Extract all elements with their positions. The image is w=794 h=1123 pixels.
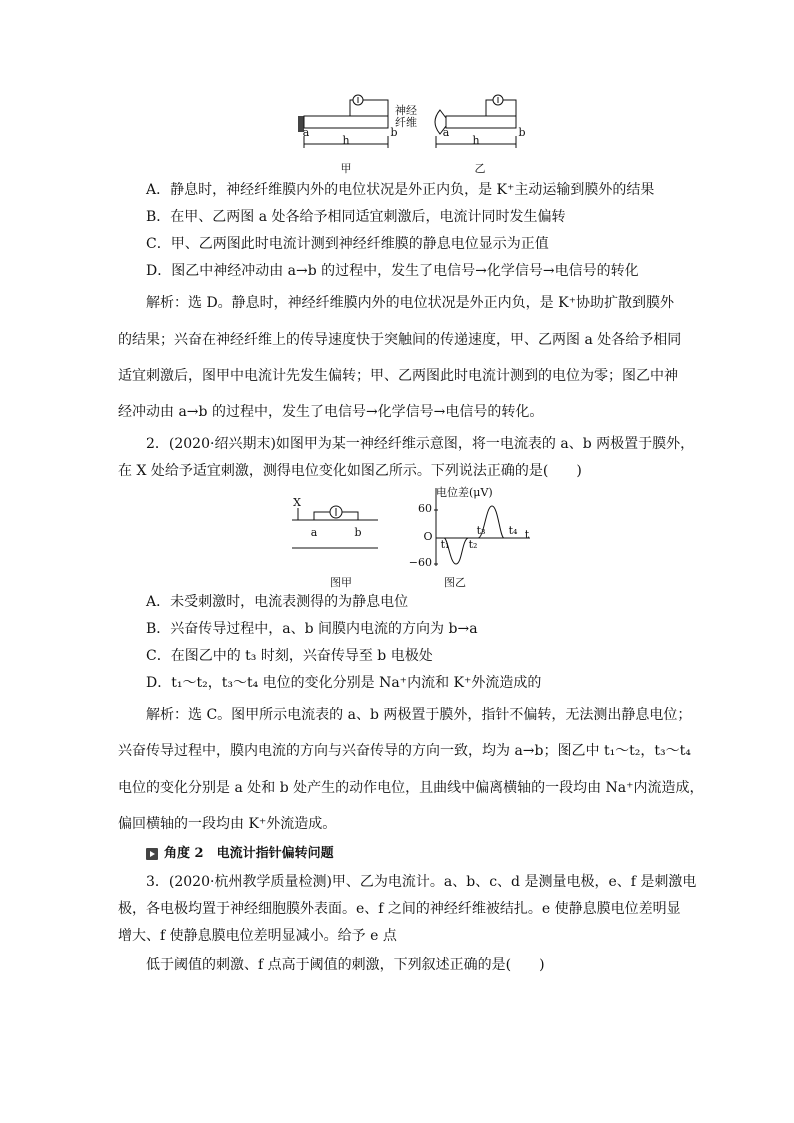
q2-fig-origin: O [423,530,433,543]
q2-fig-x: X [293,496,301,509]
fig1-label-h-yi: h [472,134,480,147]
figure-nerve-fibers [290,92,530,182]
fig1-fiber-label-1: 神经 [395,104,417,117]
q2-stem-line-1: 2．(2020·绍兴期末)如图甲为某一神经纤维示意图，将一电流表的 a、b 两极置于膜外， [146,436,695,452]
fiber-jia [304,116,388,128]
q2-fig-xlabel: t [524,528,530,541]
q2-fig-tick-neg: −60 [408,556,432,569]
q2-fig-t4: t₄ [508,524,518,537]
fig1-label-a-jia: a [302,126,310,139]
q2-stem-line-2: 在 X 处给予适宜刺激，测得电位变化如图乙所示。下列说法正确的是( ) [118,463,582,479]
q2-fig-jia-label: 图甲 [330,576,352,589]
q1-option-d: D．图乙中神经冲动由 a→b 的过程中，发生了电信号→化学信号→电信号的转化 [146,263,639,279]
fig1-label-h-jia: h [342,134,350,147]
q1-analysis-line-2: 的结果；兴奋在神经纤维上的传导速度快于突触间的传递速度，甲、乙两图 a 处各给予相同 [118,332,682,348]
fig1-fiber-label-2: 纤维 [395,116,417,129]
q2-fig-t2: t₂ [468,538,478,551]
q2-fig-ylabel: 电位差(μV) [436,486,493,499]
q3-stem-line-4: 低于阈值的刺激、f 点高于阈值的刺激，下列叙述正确的是( ) [146,957,545,973]
q1-option-b: B．在甲、乙两图 a 处各给予相同适宜刺激后，电流计同时发生偏转 [146,209,566,225]
q2-analysis-line-2: 兴奋传导过程中，膜内电流的方向与兴奋传导的方向一致，均为 a→b；图乙中 t₁～t₂，t₃～t₄ [118,743,691,759]
fig1-label-b-jia: b [390,126,398,139]
q3-stem-line-2: 极，各电极均置于神经细胞膜外表面。e、f 之间的神经纤维被结扎。e 使静息膜电位差明显 [118,901,681,917]
q1-analysis-line-4: 经冲动由 a→b 的过程中，发生了电信号→化学信号→电信号的转化。 [118,404,544,420]
q1-analysis-line-1: 解析：选 D。静息时，神经纤维膜内外的电位状况是外正内负，是 K⁺协助扩散到膜外 [146,295,674,311]
q1-option-c: C．甲、乙两图此时电流计测到神经纤维膜的静息电位显示为正值 [146,236,549,252]
fiber-yi [446,116,516,128]
fig1-label-b-yi: b [518,126,526,139]
q1-analysis-line-3: 适宜刺激后，图甲中电流计先发生偏转；甲、乙两图此时电流计测到的电位为零；图乙中神 [118,368,678,384]
fig1-label-yi: 乙 [474,162,486,175]
figure-q2 [286,484,536,584]
q1-option-a: A．静息时，神经纤维膜内外的电位状况是外正内负，是 K⁺主动运输到膜外的结果 [146,182,655,198]
q3-stem-line-3: 增大、f 使静息膜电位差明显减小。给予 e 点 [118,928,397,944]
q2-option-c: C．在图乙中的 t₃ 时刻，兴奋传导至 b 电极处 [146,648,433,664]
section-heading [146,845,334,863]
q2-fig-tick-pos: 60 [418,502,432,515]
q2-fig-b: b [354,526,362,539]
q2-option-b: B．兴奋传导过程中，a、b 间膜内电流的方向为 b→a [146,621,478,637]
q2-fig-t1: t₁ [440,538,450,551]
q3-stem-line-1: 3．(2020·杭州教学质量检测)甲、乙为电流计。a、b、c、d 是测量电极，e、f 是刺激电 [146,874,697,890]
q2-option-a: A．未受刺激时，电流表测得的为静息电位 [146,594,409,610]
play-icon [146,848,158,860]
q2-analysis-line-4: 偏回横轴的一段均由 K⁺外流造成。 [118,816,337,832]
q2-analysis-line-3: 电位的变化分别是 a 处和 b 处产生的动作电位，且曲线中偏离横轴的一段均由 Na⁺内流造成， [118,780,704,796]
fig1-label-a-yi: a [442,126,450,139]
q2-analysis-line-1: 解析：选 C。图甲所示电流表的 a、b 两极置于膜外，指针不偏转，无法测出静息电位； [146,707,692,723]
section-title: 角度 2 电流计指针偏转问题 [164,846,334,861]
fig1-label-jia: 甲 [340,162,352,175]
q2-fig-a: a [310,526,318,539]
q2-fig-t3: t₃ [476,524,486,537]
q2-fig-yi-label: 图乙 [444,576,466,589]
q2-option-d: D．t₁～t₂，t₃～t₄ 电位的变化分别是 Na⁺内流和 K⁺外流造成的 [146,675,542,691]
